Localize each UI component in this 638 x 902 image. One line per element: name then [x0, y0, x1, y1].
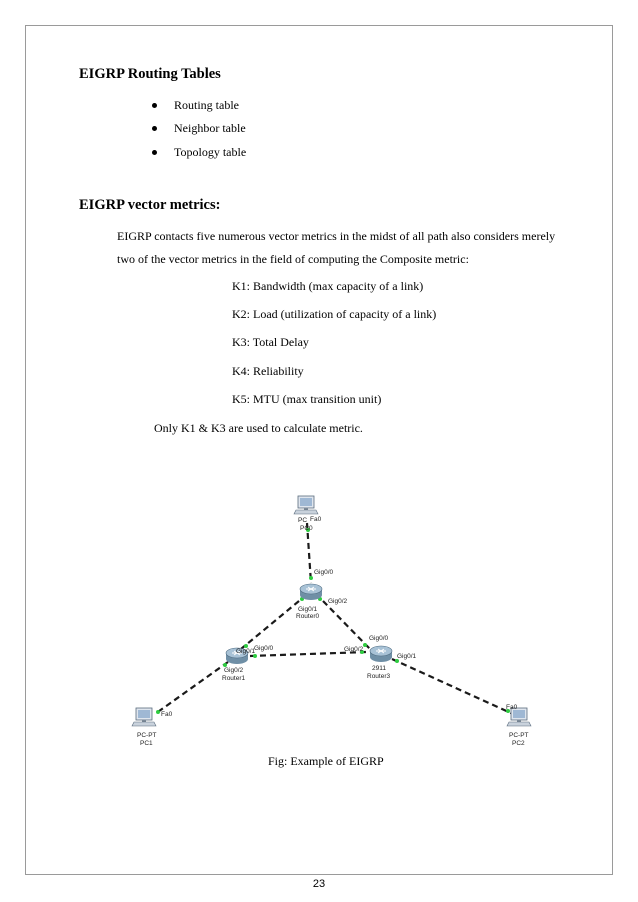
status-dot — [156, 710, 160, 714]
router3-icon — [370, 646, 392, 662]
metric-k2: K2: Load (utilization of capacity of a link) — [232, 307, 437, 321]
port-label: Fa0 — [161, 711, 173, 718]
pc1-icon — [132, 708, 156, 726]
port-label: Gig0/1 — [397, 653, 417, 660]
footer-divider — [25, 874, 613, 875]
router3-name: Router3 — [367, 673, 391, 680]
port-label: Gig0/0 — [369, 635, 389, 642]
metric-k4: K4: Reliability — [232, 364, 304, 378]
port-label: Gig0/0 — [314, 569, 334, 576]
paragraph-line-1: EIGRP contacts five numerous vector metrics in the midst of all path also considers merely — [117, 229, 556, 243]
port-label: Fa0 — [310, 516, 322, 523]
pc0-name: PC0 — [300, 525, 313, 532]
router0-name: Router0 — [296, 613, 320, 620]
bullet-text: Routing table — [174, 98, 239, 112]
routing-tables-heading: EIGRP Routing Tables — [79, 66, 221, 82]
router1-name: Router1 — [222, 675, 246, 682]
router3-model: 2911 — [372, 665, 386, 672]
bullet-text: Topology table — [174, 145, 247, 159]
router0-icon — [300, 584, 322, 600]
vector-metrics-heading: EIGRP vector metrics: — [79, 197, 221, 213]
port-label: Gig0/1 — [298, 606, 318, 613]
status-dot — [363, 643, 367, 647]
pc0-label: PC — [298, 517, 308, 524]
pc1-name: PC1 — [140, 740, 153, 747]
port-label: Gig0/2 — [344, 646, 364, 653]
link-router0-router1 — [241, 601, 299, 649]
page-number: 23 — [312, 878, 326, 890]
pc1-type: PC-PT — [137, 732, 157, 739]
port-label: Gig0/1 — [236, 648, 256, 655]
metric-k3: K3: Total Delay — [232, 335, 309, 349]
port-label: Gig0/0 — [254, 645, 274, 652]
link-router1-pc1 — [155, 662, 228, 714]
paragraph-line-2: two of the vector metrics in the field of computing the Composite metric: — [117, 252, 469, 266]
port-label: Fa0 — [506, 704, 518, 711]
bullet-text: Neighbor table — [174, 121, 246, 135]
metrics-note: Only K1 & K3 are used to calculate metric. — [154, 421, 363, 435]
figure-caption: Fig: Example of EIGRP — [268, 754, 384, 768]
status-dot — [309, 576, 313, 580]
port-label: Gig0/2 — [328, 598, 348, 605]
metric-k1: K1: Bandwidth (max capacity of a link) — [232, 279, 424, 293]
pc0-icon — [294, 496, 318, 514]
metric-k5: K5: MTU (max transition unit) — [232, 392, 382, 406]
pc2-type: PC-PT — [509, 732, 529, 739]
link-router0-router3 — [323, 601, 370, 649]
link-pc0-router0 — [307, 523, 311, 583]
pc2-name: PC2 — [512, 740, 525, 747]
link-router3-pc2 — [392, 659, 513, 714]
port-label: Gig0/2 — [224, 667, 244, 674]
